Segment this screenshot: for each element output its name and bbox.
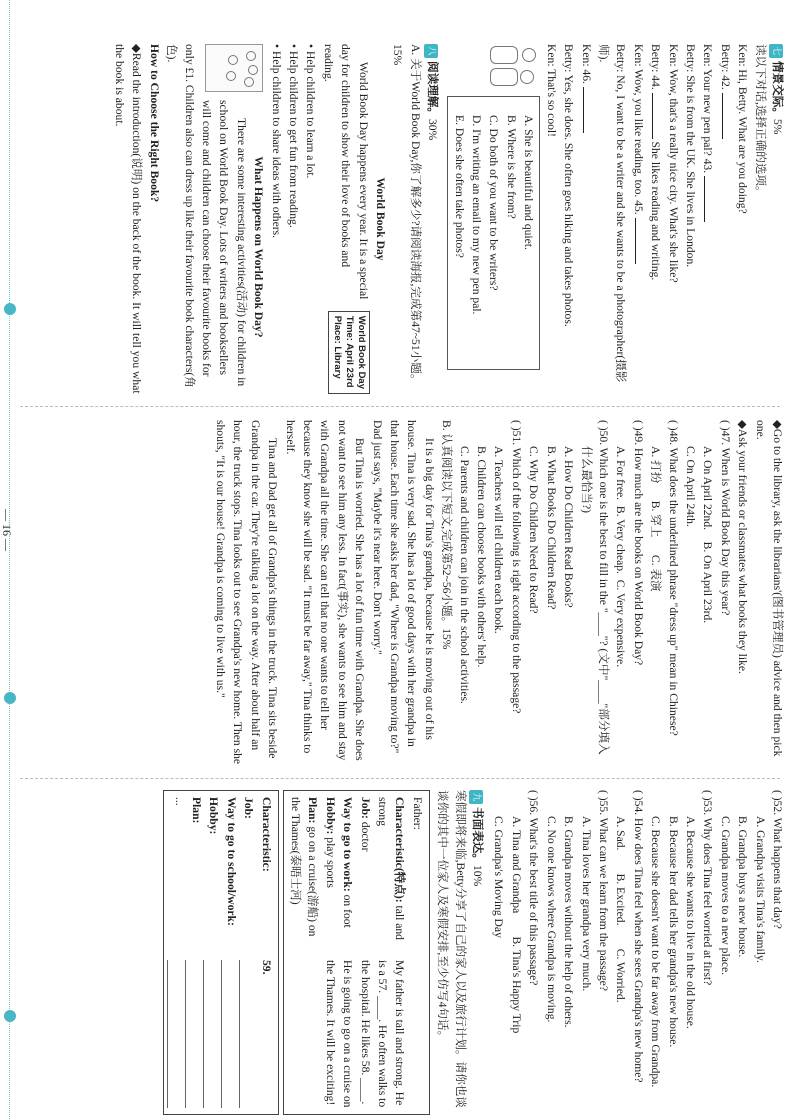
instruction: 读以下对话,选择正确的选项。 xyxy=(753,44,767,198)
column-one xyxy=(111,44,786,394)
section-title: 书面表达。 xyxy=(471,807,485,865)
section-score: 5% xyxy=(771,118,784,135)
dialog-line: Ken: Wow, you like reading, too. 45. xyxy=(629,44,646,394)
column-three xyxy=(163,790,786,1115)
question-block: ( )54. How does Tina feel when she sees Grandpa's new home? A. Sad. B. Excited. C. Worried. xyxy=(614,790,645,1083)
dialog-line: Ken: Wow, that's a really nice city. What's she like? xyxy=(666,44,680,283)
dialog-line: Ken: That's so cool! xyxy=(544,44,558,137)
question-block: ( )56. What's the best title of this passage? A. Tina and Grandpa B. Tina's Happy Trip C. Grandpa's Moving Day xyxy=(492,790,541,1034)
section-badge: 八 xyxy=(424,44,438,58)
dialog-line: Betty: 44. She likes reading and writing. xyxy=(649,44,663,281)
question-block: ( )47. When is World Book Day this year? A. On April 22nd. B. On April 23rd. C. On April 24th. xyxy=(683,420,732,624)
poster-box: World Book Day Time: April 23rd Place: Library xyxy=(328,311,370,394)
paragraph: World Book Day happens every year. It is a special day for children to show their love of books and reading. xyxy=(321,44,370,300)
column-divider xyxy=(20,406,780,407)
section-score: 30% xyxy=(426,118,440,141)
question-block: ( )51. Which of the following is right according to the passage? A. Teachers will tell children each book. B. Children can choose books with others' help. C. Parents and children can join in the school activities. xyxy=(457,420,523,714)
option: B. Where is she from? xyxy=(504,115,518,219)
article-subtitle: How to Choose the Right Book? xyxy=(147,44,161,203)
question-block: ( )49. How much are the books on World Book Day? A. For free. B. Very cheap. C. Very expensive. xyxy=(614,420,645,668)
instruction: A. 关于World Book Day,你了解多少?请阅读海报,完成第47~51小题。15% xyxy=(391,44,422,386)
option: E. Does she often take photos? xyxy=(452,115,466,258)
dialog-line: Ken: 46. xyxy=(577,44,594,394)
options-box xyxy=(445,44,542,394)
bottom-rule xyxy=(9,0,10,1119)
dialog-line: Betty: She is from the UK. She lives in London. xyxy=(683,44,697,268)
dialog-line: Betty: No, I want to be a writer and she wants to be a photographer(摄影师). xyxy=(596,44,628,383)
section-badge: 七 xyxy=(769,44,783,58)
instruction: 寒假即将来临,Betty分享了自己的家人以及旅行计划。请你也谈谈你的其中一位家人及寒假安排,至少仿写4句话。 xyxy=(436,790,467,1108)
sample-box: Father: Characteristic(特点): tall and strong Job: doctor Way to go to work: on foot Hobby: play sports Plan: go on a cruise(游船) on the Thames(泰晤士河) My father is tall and strong. He is a 57. ____. He often walks to the hospital. He likes 58. ____. He is going to go on a cruise on the Thames. It will be exciting! xyxy=(283,790,430,1115)
article-title: World Book Day xyxy=(374,177,388,261)
paragraph: There are some interesting activities(活动) for children in school on World Book Day. Lots of writers and booksellers will come and children can choose their favourite books for only £1. Children also can dress up like their favourite book characters(角色). xyxy=(165,44,248,388)
dialog-line: Betty: Yes, she does. She often goes hiking and takes photos. xyxy=(562,44,576,327)
people-illustration xyxy=(486,44,540,90)
bullet: • Help children to get fun from reading. xyxy=(287,44,301,228)
page-number: — 16 — xyxy=(0,509,14,551)
article-subtitle: What Happens on World Book Day? xyxy=(252,156,266,338)
writing-box: Characteristic: Job: Way to go to school/work: Hobby: Plan: ... 59. xyxy=(163,790,278,1115)
dot-marker xyxy=(4,1010,16,1022)
option-list xyxy=(447,96,540,370)
dialog-line: Ken: Hi, Betty. What are you doing? xyxy=(736,44,750,214)
bullet: ◆Go to the library, ask the librarians'(图书管理员) advice and then pick one. xyxy=(753,420,784,757)
option: D. I'm writing an email to my new pen pal. xyxy=(470,115,484,315)
option: C. Do both of you want to be writers? xyxy=(487,115,501,291)
section-badge: 九 xyxy=(469,790,483,804)
instruction: B. 认真阅读以下短文,完成第52~56小题。15% xyxy=(440,420,454,650)
dialog-line: Betty: 42. xyxy=(716,44,733,394)
bullet: • Help children to learn a lot. xyxy=(304,44,318,179)
dialog-line: Ken: Your new pen pal? 43. xyxy=(699,44,716,394)
bullet: ◆Read the introduction(说明) on the back of the book. It will tell you what the book is about. xyxy=(112,44,144,394)
sample-text: My father is tall and strong. He is a 57. ____. He often walks to the hospital. He likes 58. ____. He is going to go on a cruise on the Thames. It will be exciting! xyxy=(323,960,407,1108)
paragraph: It is a big day for Tina's grandpa, because he is moving out of his house. Tina is very sad. She has a lot of good days with her grandpa in that house. Each time she asks her dad, "Where is Grandpa moving to?" Dad just says, "Maybe it's near here. Don't worry." xyxy=(370,420,436,754)
paragraph: But Tina is worried. She has a lot of fun time with Grandpa. She does not want to see him any less. In fact(事实), she wants to see him and stay with Grandpa all the time. She can tell that no one wants to tell her because they know she will be sad. "It must be far away," Tina thinks to herself. xyxy=(283,420,367,761)
column-two xyxy=(212,420,786,765)
section-title: 阅读理解。 xyxy=(426,61,440,119)
dot-marker xyxy=(4,303,16,315)
question-block: ( )55. What can we learn from the passage? A. Tina loves her grandpa very much. B. Grandpa moves without the help of others. C. No one knows where Grandpa is moving. xyxy=(544,790,610,1028)
question-block: ( )48. What does the underlined phrase "dress up" mean in Chinese? A. 打扮 B. 穿上 C. 表演 xyxy=(649,420,680,736)
bullet: ◆Ask your friends or classmates what books they like. xyxy=(736,420,750,674)
sample-facts: Characteristic(特点): tall and strong Job: doctor Way to go to work: on foot Hobby: play sports Plan: go on a cruise(游船) on the Thames(泰晤士河) xyxy=(289,797,407,940)
column-divider xyxy=(20,778,780,779)
children-illustration xyxy=(205,44,263,92)
question-block: ( )50. Which one is the best to fill in the "____"? (文中"____"部分填入什么最恰当?) A. How Do Children Read Books? B. What Books Do Children Read? C. Why Do Children Need to Read? xyxy=(527,420,610,755)
question-block: ( )53. Why does Tina feel worried at first? A. Because she wants to live in the old house. B. Because her dad tells her grandpa's new house. C. Because she doesn't want to be far away from Grandpa. xyxy=(649,790,715,1088)
question-block: ( )52. What happens that day? A. Grandpa visits Tina's family. B. Grandpa buys a new house. C. Grandpa moves to a new place. xyxy=(718,790,784,976)
section-score: 10% xyxy=(471,864,485,887)
section-title: 情景交际。 xyxy=(771,61,784,119)
paragraph: Tina and Dad get all of Grandpa's things in the truck. Tina sits beside Grandpa in the car. They're talking a lot on the way. After about half an hour, the truck stops. Tina looks out to see Grandpa's new home. Then she shouts, "It is our house! Grandpa is coming to live with us." xyxy=(214,420,280,765)
dot-marker xyxy=(4,692,16,704)
bullet: • Help children to share ideas with others. xyxy=(269,44,283,239)
option: A. She is beautiful and quiet. xyxy=(522,115,536,250)
